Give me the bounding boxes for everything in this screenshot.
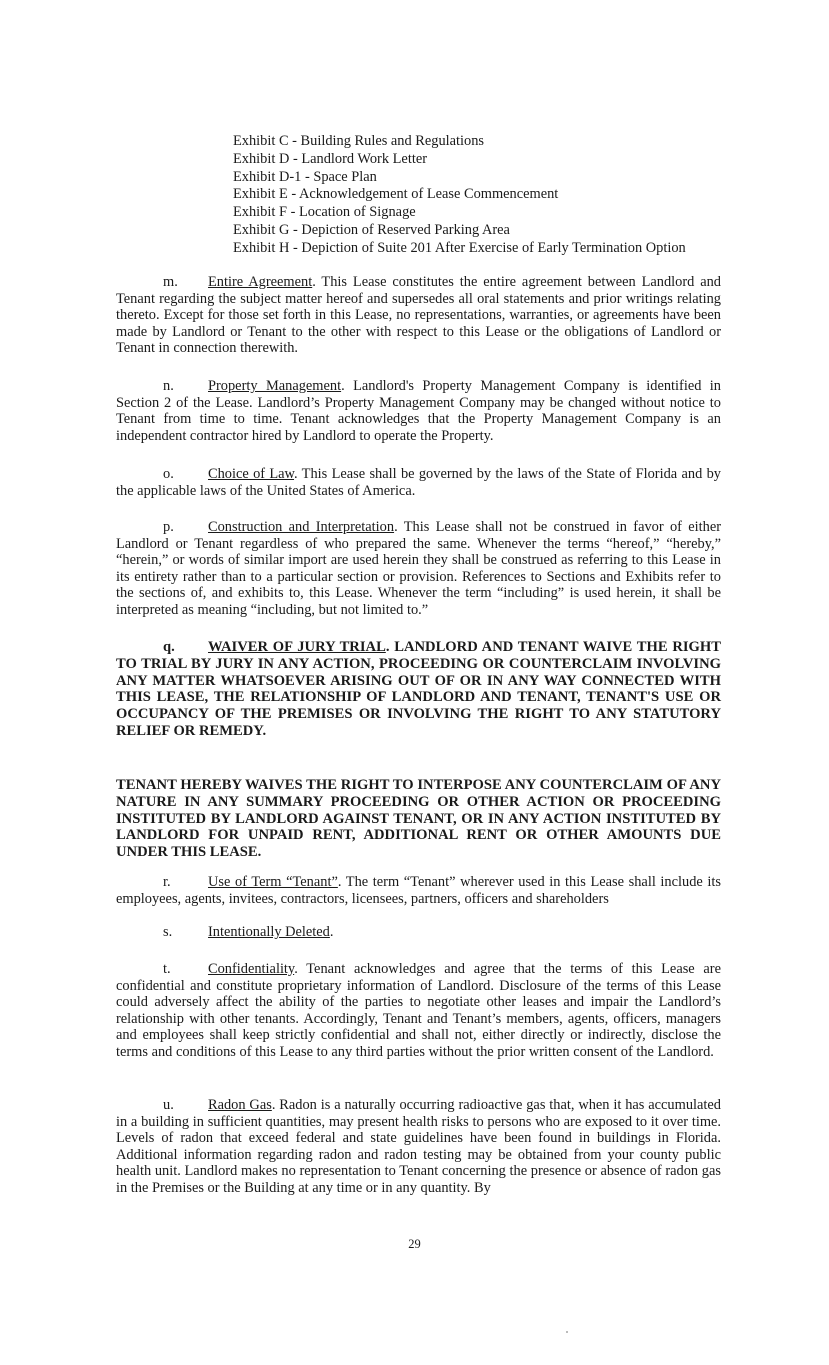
section-text: . Radon is a naturally occurring radioactive gas that, when it has accumulated in a building in sufficient quantities, may present health risks to persons who are exposed to it over time. Levels of radon that exceed federal and state guidelines have been found in buildings in Florida. Additional information regarding radon and radon testing may be obtained from your county public health unit. Landlord makes no representation to Tenant concerning the presence or absence of radon gas in the Premises or the Building at any time or in any quantity. By: [116, 1097, 721, 1196]
section-text: .: [329, 924, 334, 940]
section-text: . Landlord's Property Management Company is identified in Section 2 of the Lease. Landlord’s Property Management Company may be changed without notice to Tenant from time to time. Tenant acknowledges that the Property Management Company is an independent contractor hired by Landlord to operate the Property.: [116, 378, 722, 444]
section-label: t.: [163, 961, 171, 977]
section-text: TENANT HEREBY WAIVES THE RIGHT TO INTERPOSE ANY COUNTERCLAIM OF ANY NATURE IN ANY SUMMARY PROCEEDING OR OTHER ACTION OR PROCEEDING INSTITUTED BY LANDLORD AGAINST TENANT, OR IN ANY ACTION INSTITUTED BY LANDLORD FOR UNPAID RENT, ADDITIONAL RENT OR OTHER AMOUNTS DUE UNDER THIS LEASE.: [116, 777, 721, 861]
section-heading: Entire Agreement: [208, 274, 313, 290]
section-text: . Tenant acknowledges and agree that the terms of this Lease are confidential and constitute proprietary information of Landlord. Disclosure of the terms of this Lease could adversely affect the ability of the parties to negotiate other leases and impair the Landlord’s relationship with other tenants. Accordingly, Tenant and Tenant’s members, agents, officers, managers and employees shall keep strictly confidential and shall not, either directly or indirectly, disclose the terms and conditions of this Lease to any third parties without the prior written consent of the Landlord.: [116, 961, 721, 1060]
section-heading: Use of Term “Tenant”: [208, 874, 338, 890]
section-label: u.: [163, 1097, 174, 1113]
section-text: . This Lease constitutes the entire agreement between Landlord and Tenant regarding the subject matter hereof and supersedes all oral statements and prior writings relating thereto. Except for those set forth in this Lease, no representations, warranties, or agreements have been made by Landlord or Tenant to the other with respect to this Lease or the obligations of Landlord or Tenant in connection therewith.: [116, 274, 722, 357]
section-label: q.: [163, 639, 175, 655]
section-heading: Choice of Law: [208, 466, 295, 482]
section-use-of-term: [116, 874, 721, 907]
scan-speck: [566, 1331, 568, 1333]
section-text: . This Lease shall be governed by the laws of the State of Florida and by the applicable laws of the United States of America.: [116, 466, 721, 499]
section-label: s.: [163, 924, 173, 940]
section-label: o.: [163, 466, 174, 482]
section-jury-waiver: [116, 639, 721, 740]
section-heading: Confidentiality: [208, 961, 295, 977]
section-radon-gas: [116, 1097, 721, 1197]
section-heading: Intentionally Deleted: [208, 924, 330, 940]
section-label: n.: [163, 378, 174, 394]
section-intentionally-deleted: [116, 924, 721, 941]
section-text: . The term “Tenant” wherever used in this Lease shall include its employees, agents, invitees, contractors, licensees, partners, officers and shareholders: [116, 874, 721, 907]
section-label: p.: [163, 519, 174, 535]
section-heading: Radon Gas: [208, 1097, 272, 1113]
section-counterclaim-waiver: [116, 777, 721, 861]
section-label: m.: [163, 274, 178, 290]
section-heading: Construction and Interpretation: [208, 519, 395, 535]
exhibit-list: [233, 133, 686, 258]
exhibit-item: Exhibit F - Location of Signage: [233, 204, 416, 221]
section-confidentiality: [116, 961, 721, 1061]
section-heading: WAIVER OF JURY TRIAL: [208, 639, 386, 655]
exhibit-item: Exhibit D-1 - Space Plan: [233, 168, 377, 185]
section-text: . This Lease shall not be construed in favor of either Landlord or Tenant regardless of who prepared the same. Whenever the terms “hereof,” “hereby,” “herein,” or words of similar import are used herein they shall be construed as referring to this Lease in its entirety rather than to a particular section or provision. References to Sections and Exhibits refer to the sections of, and exhibits to, this Lease. Whenever the term “including” is used herein, it shall be interpreted as meaning “including, but not limited to.”: [116, 519, 721, 618]
page-number: 29: [408, 1237, 421, 1251]
exhibit-item: Exhibit C - Building Rules and Regulations: [233, 133, 485, 149]
section-choice-of-law: [116, 466, 721, 499]
section-text: . LANDLORD AND TENANT WAIVE THE RIGHT TO TRIAL BY JURY IN ANY ACTION, PROCEEDING OR COUNTERCLAIM INVOLVING ANY MATTER WHATSOEVER ARISING OUT OF OR IN ANY WAY CONNECTED WITH THIS LEASE, THE RELATIONSHIP OF LANDLORD AND TENANT, TENANT'S USE OR OCCUPANCY OF THE PREMISES OR INVOLVING THE RIGHT TO ANY STATUTORY RELIEF OR REMEDY.: [116, 639, 721, 739]
section-label: r.: [163, 874, 171, 890]
section-entire-agreement: [116, 274, 721, 357]
section-construction: [116, 519, 721, 619]
section-heading: Property Management: [208, 378, 342, 394]
exhibit-item: Exhibit H - Depiction of Suite 201 After Exercise of Early Termination Option: [233, 239, 686, 256]
exhibit-item: Exhibit D - Landlord Work Letter: [233, 150, 427, 167]
section-property-management: [116, 378, 721, 444]
exhibit-item: Exhibit G - Depiction of Reserved Parking Area: [233, 221, 510, 238]
exhibit-item: Exhibit E - Acknowledgement of Lease Commencement: [233, 186, 559, 203]
